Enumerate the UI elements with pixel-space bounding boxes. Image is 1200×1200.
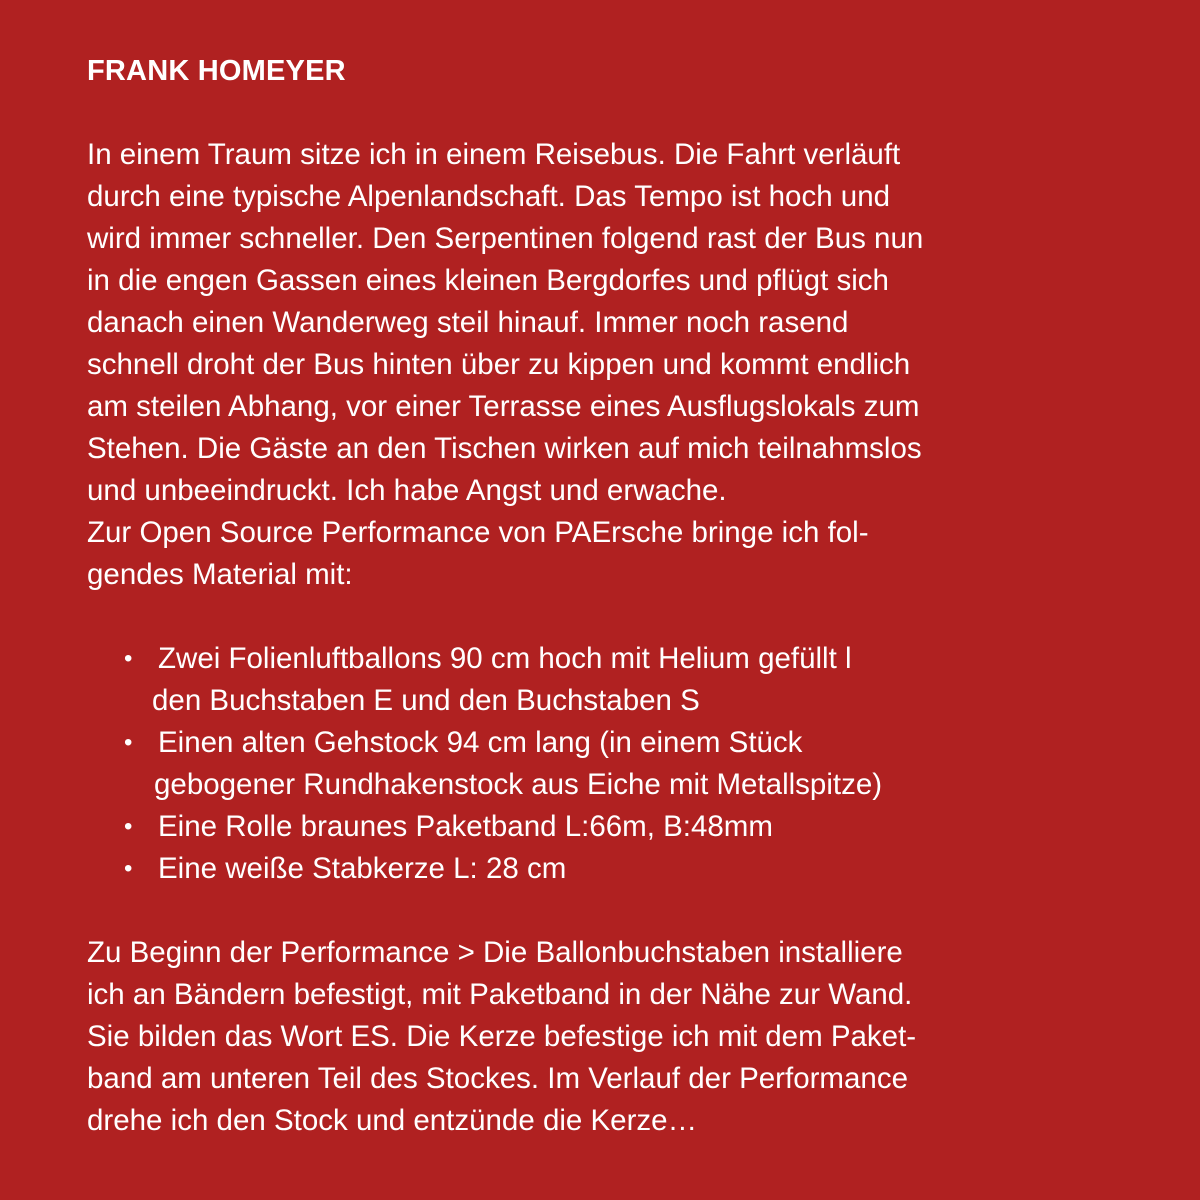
closing-paragraph	[87, 932, 1200, 1142]
text-line: Zu Beginn der Performance > Die Ballonbuchstaben installiere	[87, 936, 903, 969]
text-line: band am unteren Teil des Stockes. Im Verlauf der Performance	[87, 1062, 908, 1095]
text-line: danach einen Wanderweg steil hinauf. Immer noch rasend	[87, 306, 849, 339]
list-item	[87, 722, 1200, 806]
text-line: Stehen. Die Gäste an den Tischen wirken auf mich teilnahmslos	[87, 432, 922, 465]
text-line: In einem Traum sitze ich in einem Reisebus. Die Fahrt verläuft	[87, 138, 901, 171]
list-item-text: Einen alten Gehstock 94 cm lang (in einem Stück	[158, 726, 803, 759]
bullet-icon: •	[124, 729, 133, 756]
bullet-icon: •	[124, 855, 133, 882]
text-line: Sie bilden das Wort ES. Die Kerze befestige ich mit dem Paket-	[87, 1020, 917, 1053]
list-item-text: gebogener Rundhakenstock aus Eiche mit Metallspitze)	[154, 768, 883, 801]
text-line: drehe ich den Stock und entzünde die Kerze…	[87, 1104, 698, 1137]
text-line: gendes Material mit:	[87, 558, 353, 591]
text-line: ich an Bändern befestigt, mit Paketband in der Nähe zur Wand.	[87, 978, 913, 1011]
list-item-text: Eine weiße Stabkerze L: 28 cm	[158, 852, 567, 885]
spacer	[87, 92, 1200, 134]
spacer	[87, 890, 1200, 932]
list-item-text: den Buchstaben E und den Buchstaben S	[152, 684, 700, 717]
material-list	[87, 638, 1200, 890]
bullet-icon: •	[124, 813, 133, 840]
intro-paragraph	[87, 134, 1200, 596]
text-line: in die engen Gassen eines kleinen Bergdorfes und pflügt sich	[87, 264, 889, 297]
text-line: Zur Open Source Performance von PAErsche bringe ich fol-	[87, 516, 869, 549]
list-item-text: Zwei Folienluftballons 90 cm hoch mit Helium gefüllt l	[158, 642, 852, 675]
list-item	[87, 638, 1200, 722]
text-line: schnell droht der Bus hinten über zu kippen und kommt endlich	[87, 348, 911, 381]
list-item	[87, 848, 1200, 890]
list-item-text: Eine Rolle braunes Paketband L:66m, B:48mm	[158, 810, 773, 843]
spacer	[87, 596, 1200, 638]
text-line: wird immer schneller. Den Serpentinen folgend rast der Bus nun	[87, 222, 924, 255]
text-line: durch eine typische Alpenlandschaft. Das Tempo ist hoch und	[87, 180, 891, 213]
list-item	[87, 806, 1200, 848]
text-line: und unbeeindruckt. Ich habe Angst und erwache.	[87, 474, 727, 507]
text-line: am steilen Abhang, vor einer Terrasse eines Ausflugslokals zum	[87, 390, 920, 423]
page-title: FRANK HOMEYER	[87, 55, 346, 87]
bullet-icon: •	[124, 645, 133, 672]
